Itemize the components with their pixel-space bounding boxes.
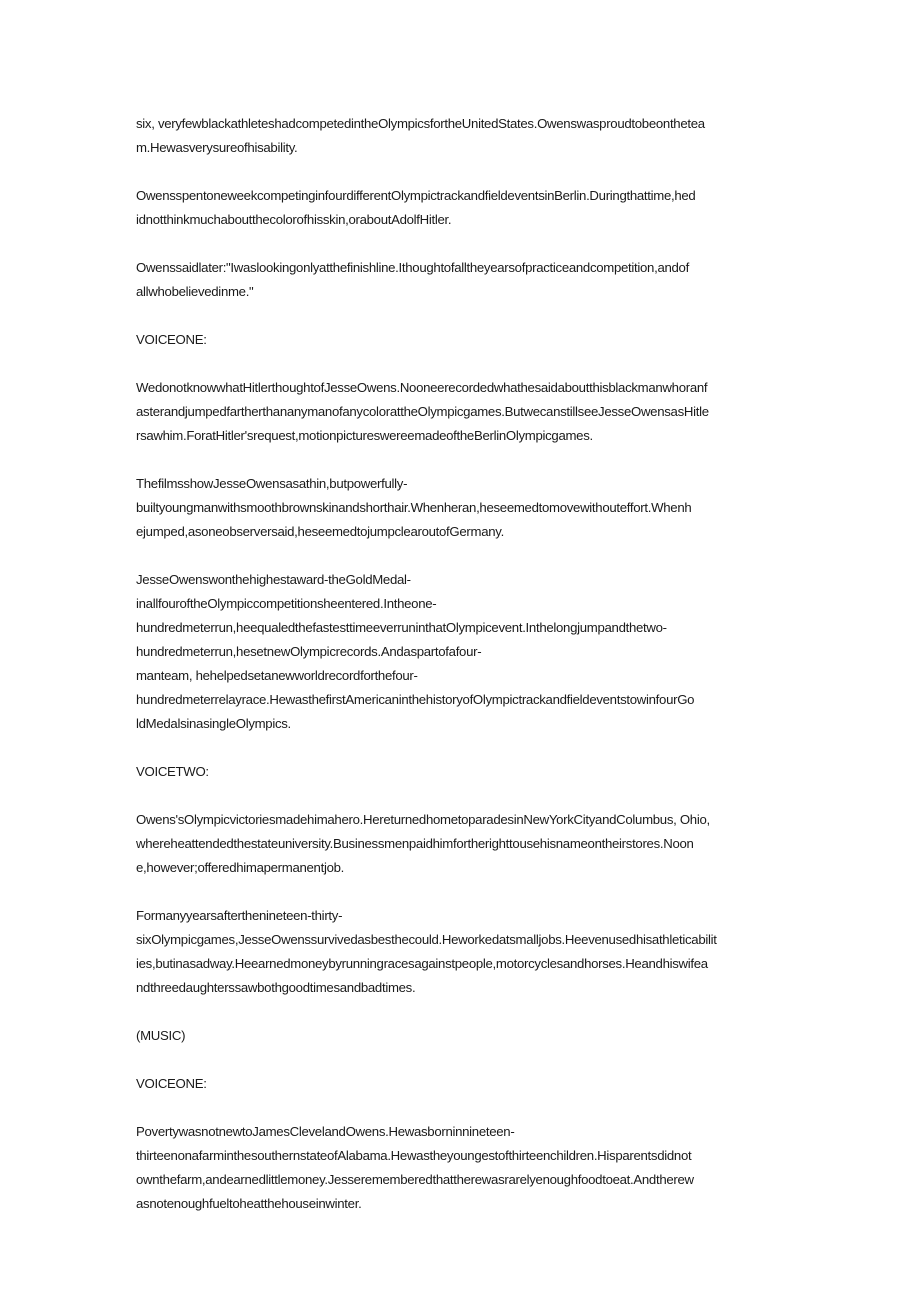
text-line: OwensspentoneweekcompetinginfourdifferentOlympictrackandfieldeventsinBerlin.Duringthattime,hed — [136, 188, 696, 203]
paragraph-6 — [136, 472, 788, 544]
paragraph-1 — [136, 112, 788, 160]
text-line: VOICETWO: — [136, 764, 209, 779]
text-line: ies,butinasadway.Heearnedmoneybyrunningracesagainstpeople,motorcyclesandhorses.Heandhiswifea — [136, 956, 708, 971]
text-line: inallfouroftheOlympiccompetitionsheentered.Intheone- — [136, 596, 437, 611]
text-line: (MUSIC) — [136, 1028, 186, 1043]
speaker-label-voice-one — [136, 328, 788, 352]
paragraph-5 — [136, 376, 788, 448]
text-line: VOICEONE: — [136, 1076, 207, 1091]
text-line: builtyoungmanwithsmoothbrownskinandshorthair.Whenheran,heseemedtomovewithouteffort.Whenh — [136, 500, 692, 515]
paragraph-13 — [136, 1120, 788, 1216]
text-line: Owens'sOlympicvictoriesmadehimahero.HereturnedhometoparadesinNewYorkCityandColumbus, Ohio, — [136, 812, 710, 827]
text-line: Owenssaidlater:"Iwaslookingonlyatthefinishline.Ithoughtofalltheyearsofpracticeandcompetition,andof — [136, 260, 689, 275]
document-body — [136, 112, 788, 1240]
paragraph-3 — [136, 256, 788, 304]
text-line: sixOlympicgames,JesseOwenssurvivedasbesthecould.Heworkedatsmalljobs.Heevenusedhisathleticabilit — [136, 932, 717, 947]
text-line: idnotthinkmuchaboutthecolorofhisskin,oraboutAdolfHitler. — [136, 212, 452, 227]
paragraph-9 — [136, 808, 788, 880]
text-line: ejumped,asoneobserversaid,heseemedtojumpclearoutofGermany. — [136, 524, 504, 539]
text-line: ndthreedaughterssawbothgoodtimesandbadtimes. — [136, 980, 416, 995]
text-line: hundredmeterrun,hesetnewOlympicrecords.Andaspartofafour- — [136, 644, 482, 659]
text-line: hundredmeterrelayrace.HewasthefirstAmericaninthehistoryofOlympictrackandfieldeventstowinfourGo — [136, 692, 695, 707]
text-line: ownthefarm,andearnedlittlemoney.Jesserememberedthattherewasrarelyenoughfoodtoeat.Andtherew — [136, 1172, 694, 1187]
text-line: asterandjumpedfartherthananymanofanycolorattheOlympicgames.ButwecanstillseeJesseOwensasHitle — [136, 404, 709, 419]
paragraph-2 — [136, 184, 788, 232]
text-line: WedonotknowwhatHitlerthoughtofJesseOwens.Nooneerecordedwhathesaidaboutthisblackmanwhoranf — [136, 380, 708, 395]
text-line: Formanyyearsafterthenineteen-thirty- — [136, 908, 343, 923]
paragraph-7 — [136, 568, 788, 736]
text-line: six, veryfewblackathleteshadcompetedintheOlympicsfortheUnitedStates.Owenswasproudtobeonthetea — [136, 116, 705, 131]
text-line: asnotenoughfueltoheatthehouseinwinter. — [136, 1196, 362, 1211]
speaker-label-voice-two — [136, 760, 788, 784]
paragraph-10 — [136, 904, 788, 1000]
text-line: thirteenonafarminthesouthernstateofAlabama.Hewastheyoungestofthirteenchildren.Hisparentsdidnot — [136, 1148, 692, 1163]
text-line: allwhobelievedinme." — [136, 284, 254, 299]
text-line: ldMedalsinasingleOlympics. — [136, 716, 291, 731]
text-line: e,however;offeredhimapermanentjob. — [136, 860, 345, 875]
music-cue — [136, 1024, 788, 1048]
text-line: JesseOwenswonthehighestaward-theGoldMedal- — [136, 572, 411, 587]
text-line: ThefilmsshowJesseOwensasathin,butpowerfully- — [136, 476, 408, 491]
text-line: hundredmeterrun,heequaledthefastesttimeeverruninthatOlympicevent.Inthelongjumpandthetwo- — [136, 620, 667, 635]
text-line: whereheattendedthestateuniversity.Businessmenpaidhimfortherighttousehisnameontheirstores.Noon — [136, 836, 694, 851]
text-line: manteam, hehelpedsetanewworldrecordforthefour- — [136, 668, 418, 683]
text-line: PovertywasnotnewtoJamesClevelandOwens.Hewasborninnineteen- — [136, 1124, 515, 1139]
speaker-label-voice-one — [136, 1072, 788, 1096]
text-line: rsawhim.ForatHitler'srequest,motionpictureswereemadeoftheBerlinOlympicgames. — [136, 428, 593, 443]
text-line: VOICEONE: — [136, 332, 207, 347]
text-line: m.Hewasverysureofhisability. — [136, 140, 298, 155]
